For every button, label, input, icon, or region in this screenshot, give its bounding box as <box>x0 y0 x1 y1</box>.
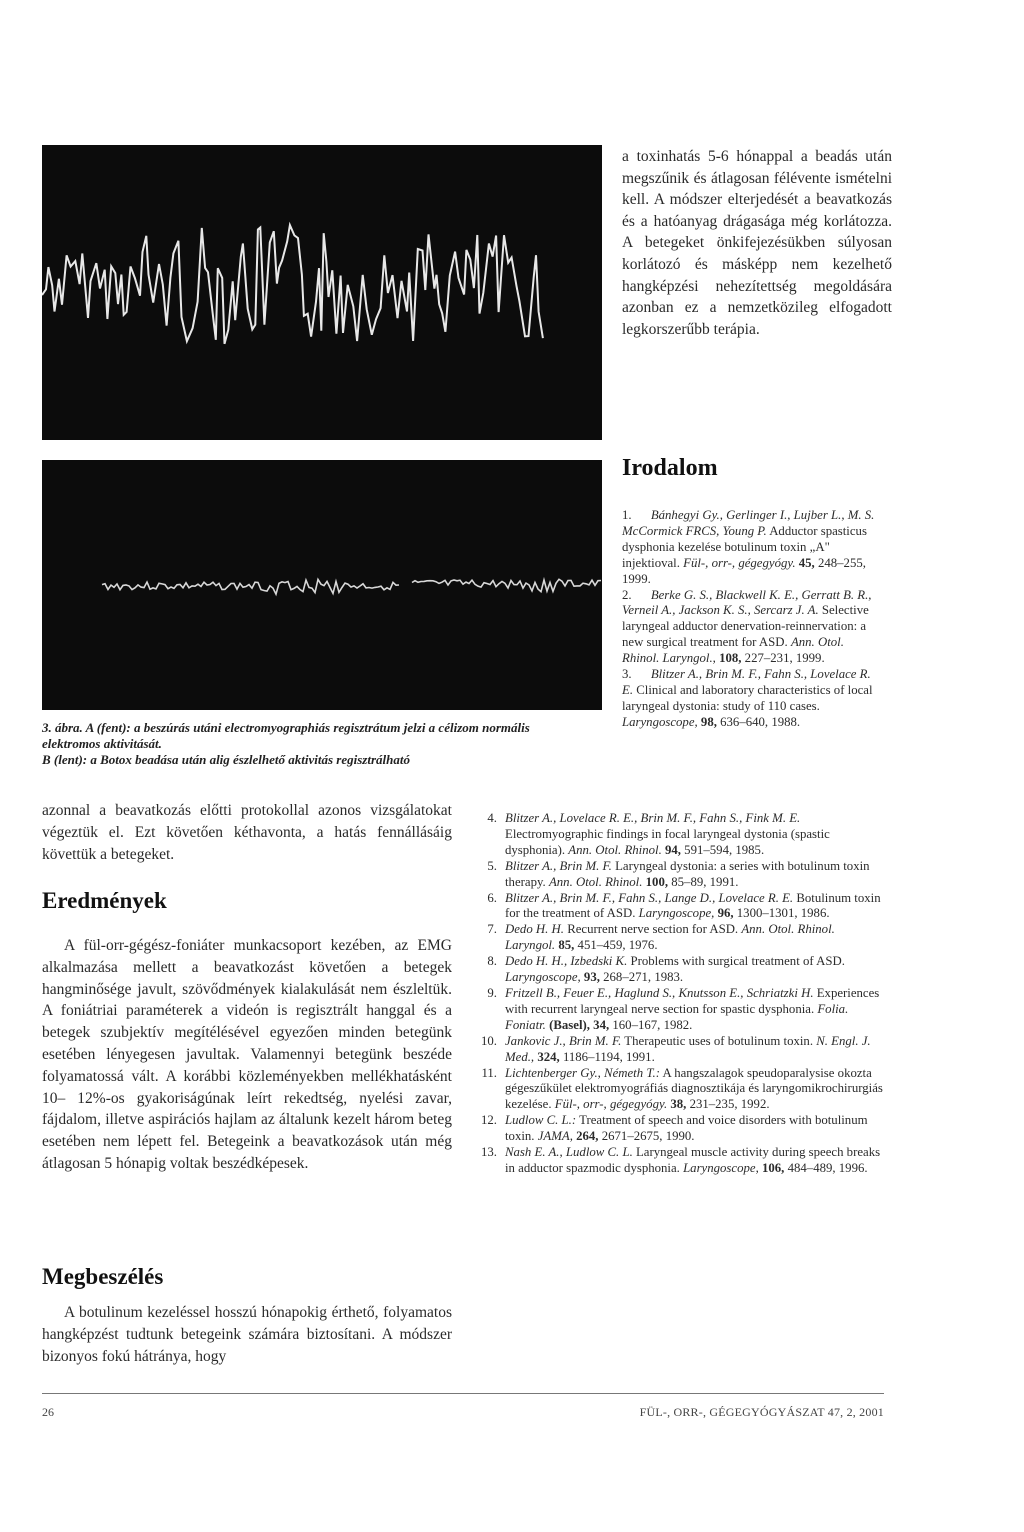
reference-item <box>481 1033 885 1066</box>
reference-list-part-1 <box>622 508 884 731</box>
journal-footer: FÜL-, ORR-, GÉGEGYÓGYÁSZAT 47, 2, 2001 <box>639 1405 884 1419</box>
reference-title: Selective laryngeal adductor denervation-reinnervation: a new surgical treatment for ASD. <box>622 603 869 650</box>
reference-journal: Folia. Foniatr. <box>505 1001 849 1032</box>
reference-journal: Fül-, orr-, gégegyógy. <box>554 1097 668 1112</box>
reference-item <box>481 1145 885 1177</box>
reference-number: 10. <box>481 1033 497 1048</box>
reference-item <box>481 1065 885 1114</box>
reference-item <box>622 667 884 731</box>
reference-title: Laryngeal dystonia: a series with botulinum toxin therapy. <box>505 858 870 889</box>
reference-journal: Fül-, orr-, gégegyógy. <box>683 555 796 570</box>
reference-volume: 94, <box>664 842 681 857</box>
reference-number: 8. <box>487 954 497 969</box>
reference-item <box>487 858 885 891</box>
results-text: A fül-orr-gégész-foniáter munkacsoport kezében, az EMG alkalmazása mellett a beavatkozást követően a betegek hangminősége javult, szövődmények kialakulását nem észleltük. A foniátriai paraméterek a videón is regisztrált hanggal és a betegek szubjektív megítélésével egyezően minden betegünk esetében lényegesen javultak. Valamennyi betegünk beszéde folyamatossá vált. A korábbi közleményekben mellékhatásként 10– 12%-os gyakoriságúnak leírt rekedtség, nyelési zavar, fájdalom, illetve aspirációs hajlam az általunk kezelt három beteg esetében nem lépett fel. Betegeink a beavatkozások után még átlagosan 5 hónapig voltak beszédképesek. <box>42 937 452 1172</box>
reference-journal: Ann. Otol. Rhinol. Laryngol., <box>622 635 844 666</box>
emg-figure-a <box>42 145 602 440</box>
reference-pages-year: 231–235, 1992. <box>689 1097 770 1112</box>
reference-title: Treatment of speech and voice disorders with botulinum toxin. <box>505 1113 868 1144</box>
reference-number: 6. <box>487 890 497 905</box>
figure-caption <box>42 720 542 768</box>
results-heading: Eredmények <box>42 888 167 913</box>
reference-journal: Ann. Otol. Rhinol. <box>548 874 643 889</box>
reference-authors: Jankovic J., Brin M. F. <box>505 1033 622 1048</box>
reference-volume: 98, <box>700 714 717 729</box>
reference-journal: Laryngoscope, <box>638 906 715 921</box>
reference-authors: Ludlow C. L.: <box>505 1113 577 1128</box>
reference-volume: 324, <box>537 1049 560 1064</box>
reference-item <box>487 890 885 923</box>
reference-authors: Blitzer A., Brin M. F., Fahn S., Lange D., Lovelace R. E. <box>505 890 794 905</box>
reference-item <box>487 985 885 1034</box>
reference-pages-year: 2671–2675, 1990. <box>601 1129 695 1144</box>
reference-volume: 38, <box>670 1097 687 1112</box>
reference-number: 4. <box>487 811 497 825</box>
reference-title: Clinical and laboratory characteristics of local laryngeal dystonia: study of 110 cases. <box>622 682 873 713</box>
emg-trace-a-svg <box>42 145 602 440</box>
reference-title: Electromyographic findings in focal laryngeal dystonia (spastic dysphonia). <box>505 826 830 857</box>
reference-number: 12. <box>481 1113 497 1128</box>
reference-volume: (Basel), 34, <box>549 1017 610 1032</box>
reference-title: Botulinum toxin for the treatment of ASD. <box>505 890 881 921</box>
reference-pages-year: 160–167, 1982. <box>612 1017 693 1032</box>
reference-journal: Laryngoscope, <box>505 970 581 985</box>
reference-volume: 264, <box>576 1129 599 1144</box>
reference-journal: Laryngoscope, <box>683 1160 759 1175</box>
reference-authors: Blitzer A., Brin M. F. <box>505 858 612 873</box>
reference-pages-year: 248–255, 1999. <box>622 555 866 586</box>
reference-authors: Blitzer A., Brin M. F., Fahn S., Lovelace R. E. <box>622 667 871 697</box>
reference-authors: Dedo H. H. <box>505 922 564 937</box>
reference-number: 1. <box>622 508 632 522</box>
reference-list-part-2 <box>481 811 885 1177</box>
reference-item <box>487 811 885 859</box>
reference-item <box>487 954 885 986</box>
reference-number: 7. <box>487 922 497 937</box>
reference-pages-year: 1300–1301, 1986. <box>736 906 830 921</box>
reference-item <box>481 1113 885 1145</box>
reference-journal: N. Engl. J. Med., <box>505 1033 871 1064</box>
caption-label: 3. ábra. <box>42 720 83 735</box>
reference-pages-year: 484–489, 1996. <box>787 1160 868 1175</box>
reference-title: Recurrent nerve section for ASD. <box>567 922 739 937</box>
reference-number: 5. <box>487 858 497 873</box>
reference-authors: Dedo H. H., Izbedski K. <box>505 954 628 969</box>
reference-pages-year: 85–89, 1991. <box>671 874 739 889</box>
references-heading: Irodalom <box>622 455 718 481</box>
reference-volume: 96, <box>717 906 734 921</box>
emg-figure-b <box>42 460 602 710</box>
reference-item <box>622 508 884 588</box>
reference-journal: Ann. Otol. Rhinol. Laryngol. <box>505 922 835 953</box>
reference-title: Adductor spasticus dysphonia kezelése botulinum toxin „A" injektioval. <box>622 523 867 570</box>
reference-pages-year: 227–231, 1999. <box>744 651 825 666</box>
reference-title: Laryngeal muscle activity during speech breaks in adductor spazmodic dysphonia. <box>505 1145 881 1175</box>
reference-volume: 85, <box>558 938 575 953</box>
reference-volume: 106, <box>761 1160 785 1175</box>
reference-title: Experiences with recurrent laryngeal nerve section for spastic dysphonia. <box>505 985 880 1016</box>
reference-item <box>487 922 885 954</box>
emg-trace-b-svg <box>42 460 602 710</box>
reference-number: 13. <box>481 1145 497 1160</box>
reference-item <box>622 588 884 668</box>
reference-number: 3. <box>622 667 632 682</box>
reference-volume: 108, <box>719 651 742 666</box>
reference-journal: JAMA, <box>537 1129 573 1144</box>
reference-pages-year: 268–271, 1983. <box>603 970 684 985</box>
discussion-text: A botulinum kezeléssel hosszú hónapokig érthető, folyamatos hangképzést tudtunk betegeink számára biztosítani. A módszer bizonyos fokú hátránya, hogy <box>42 1304 452 1365</box>
discussion-continuation: a toxinhatás 5-6 hónappal a beadás után megszűnik és átlagosan félévente ismételni kell. A módszer elterjedését a beavatkozás és a hatóanyag drágasága még korlátozza. A betegeket önkifejezésükben súlyosan korlátozó és másképp nem kezelhető hangképzési nehezítettség megoldására azonban ez a nemzetközileg elfogadott legkorszerűbb terápia. <box>622 148 892 338</box>
reference-title: Problems with surgical treatment of ASD. <box>630 954 845 969</box>
reference-journal: Laryngoscope, <box>622 714 698 729</box>
reference-pages-year: 451–459, 1976. <box>577 938 658 953</box>
reference-volume: 45, <box>798 555 815 570</box>
reference-authors: Lichtenberger Gy., Németh T.: <box>505 1065 660 1080</box>
discussion-heading: Megbeszélés <box>42 1264 164 1289</box>
reference-title: Therapeutic uses of botulinum toxin. <box>624 1033 814 1048</box>
caption-line-a: A (fent): a beszúrás utáni electromyographiás regisztrátum jelzi a célizom normális elektromos aktivitását. <box>42 720 530 751</box>
reference-pages-year: 636–640, 1988. <box>720 714 801 729</box>
reference-volume: 100, <box>645 874 669 889</box>
reference-authors: Fritzell B., Feuer E., Haglund S., Knutsson E., Schriatzki H. <box>505 985 814 1000</box>
reference-authors: Blitzer A., Lovelace R. E., Brin M. F., Fahn S., Fink M. E. <box>505 811 801 825</box>
reference-number: 11. <box>481 1065 497 1080</box>
page-number: 26 <box>42 1405 54 1419</box>
reference-volume: 93, <box>583 970 600 985</box>
caption-line-b: B (lent): a Botox beadása után alig észlelhető aktivitás regisztrálható <box>42 752 410 767</box>
reference-pages-year: 591–594, 1985. <box>684 842 765 857</box>
footer-rule <box>42 1393 884 1394</box>
methods-continuation: azonnal a beavatkozás előtti protokollal azonos vizsgálatokat végeztük el. Ezt követően kéthavonta, a hatás fennállásáig követtük a betegeket. <box>42 802 452 863</box>
reference-number: 2. <box>622 587 632 602</box>
reference-authors: Nash E. A., Ludlow C. L. <box>505 1145 633 1160</box>
reference-number: 9. <box>487 985 497 1000</box>
reference-authors: Berke G. S., Blackwell K. E., Gerratt B. R., Verneil A., Jackson K. S., Sercarz J. A. <box>622 587 872 618</box>
reference-journal: Ann. Otol. Rhinol. <box>568 842 662 857</box>
reference-title: A hangszalagok speudoparalysise okozta gégeszűkület elektromyográfiás diagnosztikája és laryngomikrochirurgiás kezelése. <box>505 1065 883 1112</box>
reference-pages-year: 1186–1194, 1991. <box>562 1049 655 1064</box>
reference-authors: Bánhegyi Gy., Gerlinger I., Lujber L., M. S. McCormick FRCS, Young P. <box>622 508 875 538</box>
